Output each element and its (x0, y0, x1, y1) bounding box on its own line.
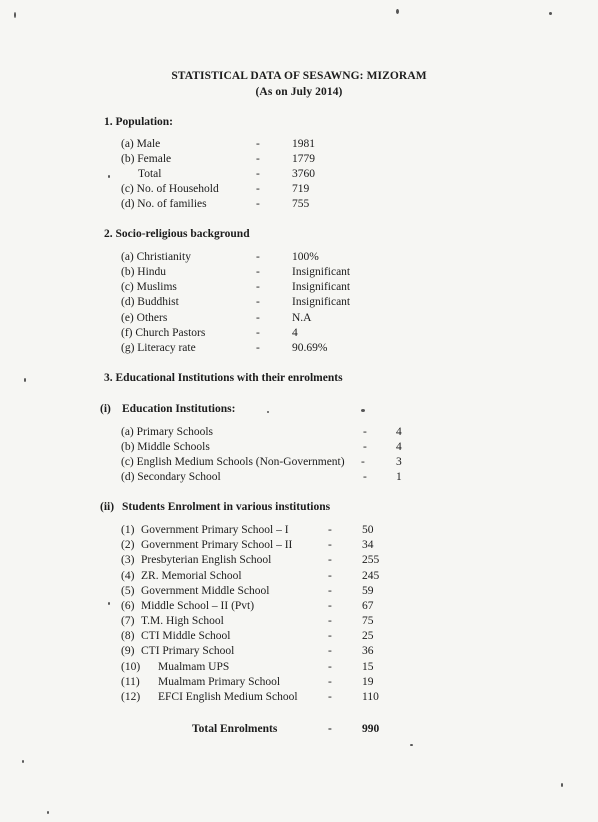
row-value: 25 (362, 630, 374, 642)
row-num: (8) (121, 630, 135, 642)
row-dash: - (256, 296, 260, 308)
row-label: (e) Others (121, 312, 168, 324)
population-heading: 1. Population: (104, 116, 174, 128)
row-num: (7) (121, 615, 135, 627)
socio-heading: 2. Socio-religious background (104, 228, 250, 240)
row-label: Mualmam UPS (158, 661, 230, 673)
row-label: (c) No. of Household (121, 183, 219, 195)
enrolment-heading: Students Enrolment in various institutions (122, 501, 331, 513)
institutions-heading-num: (i) (100, 403, 111, 415)
row-dash: - (256, 281, 260, 293)
row-value: 19 (362, 676, 374, 688)
row-label: (b) Female (121, 153, 172, 165)
row-label: Government Middle School (141, 585, 270, 597)
row-num: (9) (121, 645, 135, 657)
scan-speck (410, 744, 413, 746)
row-dash: - (328, 661, 332, 673)
scan-speck (549, 12, 552, 15)
row-label: (a) Primary Schools (121, 426, 213, 438)
total-dash: - (328, 723, 332, 735)
scan-speck (47, 811, 49, 814)
enrolment-heading-num: (ii) (100, 501, 115, 513)
scan-speck (14, 12, 16, 18)
row-value: Insignificant (292, 281, 351, 293)
row-value: 110 (362, 691, 379, 703)
row-label: ZR. Memorial School (141, 570, 242, 582)
row-dash: - (256, 138, 260, 150)
row-value: 755 (292, 198, 310, 210)
row-num: (5) (121, 585, 135, 597)
row-value: 1 (396, 471, 402, 483)
row-value: 245 (362, 570, 380, 582)
row-value: 36 (362, 645, 374, 657)
row-dash: - (328, 645, 332, 657)
row-dash: - (328, 524, 332, 536)
document-subtitle: (As on July 2014) (255, 86, 343, 98)
row-label: (a) Male (121, 138, 161, 150)
row-num: (6) (121, 600, 135, 612)
row-dash: - (256, 198, 260, 210)
row-value: 15 (362, 661, 374, 673)
row-dash: - (256, 251, 260, 263)
row-label: Mualmam Primary School (158, 676, 281, 688)
row-value: 4 (396, 426, 402, 438)
row-dash: - (256, 168, 260, 180)
total-value: 990 (362, 723, 380, 735)
row-dash: - (328, 539, 332, 551)
row-label: (d) No. of families (121, 198, 207, 210)
education-heading: 3. Educational Institutions with their enrolments (104, 372, 343, 384)
row-label: EFCI English Medium School (158, 691, 298, 703)
row-value: 4 (396, 441, 402, 453)
document-title: STATISTICAL DATA OF SESAWNG: MIZORAM (171, 70, 427, 82)
row-label: Government Primary School – II (141, 539, 293, 551)
row-label: Total (138, 168, 162, 180)
row-dash: - (328, 615, 332, 627)
row-value: 75 (362, 615, 374, 627)
row-dash: - (328, 585, 332, 597)
row-label: CTI Middle School (141, 630, 231, 642)
row-value: 59 (362, 585, 374, 597)
row-num: (10) (121, 661, 141, 673)
row-label: (c) English Medium Schools (Non-Government) (121, 456, 345, 468)
row-dash: - (328, 554, 332, 566)
row-value: 90.69% (292, 342, 328, 354)
row-dash: - (363, 426, 367, 438)
row-dash: - (328, 676, 332, 688)
row-dash: - (328, 691, 332, 703)
row-label: Government Primary School – I (141, 524, 289, 536)
row-label: (d) Secondary School (121, 471, 221, 483)
scan-speck (24, 378, 26, 382)
row-value: 1981 (292, 138, 315, 150)
row-dash: - (256, 327, 260, 339)
row-dash: - (256, 342, 260, 354)
row-value: 719 (292, 183, 310, 195)
row-label: (a) Christianity (121, 251, 191, 263)
row-num: (12) (121, 691, 141, 703)
row-dash: - (328, 630, 332, 642)
row-value: 100% (292, 251, 319, 263)
row-label: T.M. High School (141, 615, 224, 627)
row-dash: - (256, 153, 260, 165)
row-num: (3) (121, 554, 135, 566)
row-value: Insignificant (292, 296, 351, 308)
row-value: 3760 (292, 168, 315, 180)
scan-speck (267, 411, 269, 413)
row-value: 3 (396, 456, 402, 468)
row-label: (b) Middle Schools (121, 441, 210, 453)
row-dash: - (328, 570, 332, 582)
row-value: Insignificant (292, 266, 351, 278)
row-dash: - (363, 441, 367, 453)
row-label: (g) Literacy rate (121, 342, 196, 354)
row-label: (b) Hindu (121, 266, 167, 278)
row-label: (f) Church Pastors (121, 327, 206, 339)
row-value: 67 (362, 600, 374, 612)
row-num: (4) (121, 570, 135, 582)
scan-speck (22, 760, 24, 763)
row-num: (2) (121, 539, 135, 551)
row-num: (11) (121, 676, 140, 688)
row-dash: - (328, 600, 332, 612)
row-value: N.A (292, 312, 312, 324)
scan-speck (108, 175, 110, 178)
row-label: CTI Primary School (141, 645, 235, 657)
row-value: 1779 (292, 153, 315, 165)
row-label: (c) Muslims (121, 281, 177, 293)
row-dash: - (256, 266, 260, 278)
scan-speck (108, 602, 110, 605)
row-label: (d) Buddhist (121, 296, 179, 308)
row-num: (1) (121, 524, 135, 536)
row-dash: - (361, 456, 365, 468)
row-dash: - (256, 183, 260, 195)
row-label: Presbyterian English School (141, 554, 272, 566)
row-label: Middle School – II (Pvt) (141, 600, 255, 612)
institutions-heading: Education Institutions: (122, 403, 236, 415)
scan-speck (361, 409, 365, 412)
row-value: 50 (362, 524, 374, 536)
total-label: Total Enrolments (192, 723, 278, 735)
scan-speck (396, 9, 399, 14)
row-value: 4 (292, 327, 298, 339)
row-value: 255 (362, 554, 380, 566)
row-dash: - (256, 312, 260, 324)
scan-speck (561, 783, 563, 787)
row-dash: - (363, 471, 367, 483)
row-value: 34 (362, 539, 374, 551)
